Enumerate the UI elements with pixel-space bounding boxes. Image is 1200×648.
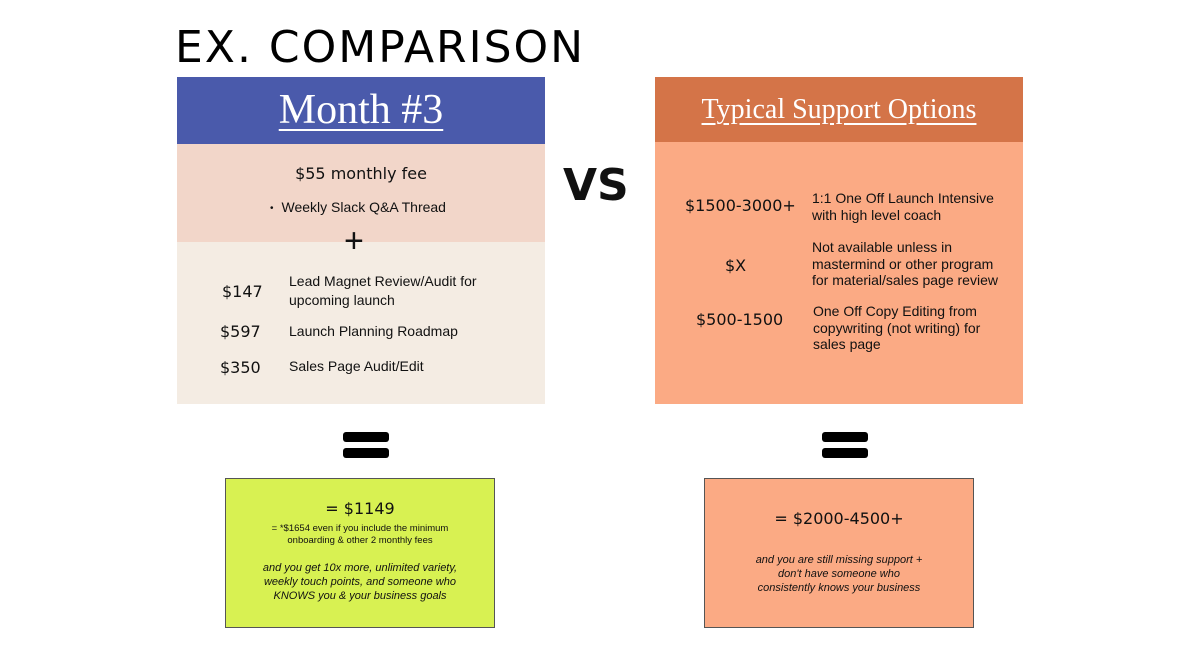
right-result-summary: and you are still missing support + don't have someone who consistently knows your business xyxy=(755,554,923,594)
right-item-desc: One Off Copy Editing from copywriting (not writing) for sales page xyxy=(813,303,981,352)
left-result-summary: and you get 10x more, unlimited variety, weekly touch points, and someone who KNOWS you & your business goals xyxy=(262,562,458,602)
left-result-total: = $1149 xyxy=(325,499,395,518)
left-result-box xyxy=(225,478,495,628)
left-item-price: $147 xyxy=(222,282,263,301)
right-item-desc: Not available unless in mastermind or other program for material/sales page review xyxy=(812,239,998,288)
equals-icon xyxy=(343,432,389,442)
left-item-price: $350 xyxy=(220,358,261,377)
fee-bullet: • Weekly Slack Q&A Thread xyxy=(270,199,446,215)
left-item-desc: Launch Planning Roadmap xyxy=(289,323,458,339)
right-item-desc: 1:1 One Off Launch Intensive with high level coach xyxy=(812,190,994,223)
right-card-header xyxy=(655,77,1023,142)
monthly-fee: $55 monthly fee xyxy=(295,164,427,183)
left-item-price: $597 xyxy=(220,322,261,341)
right-result-total: = $2000-4500+ xyxy=(774,509,904,528)
left-card-header xyxy=(177,77,545,144)
left-item-desc: Lead Magnet Review/Audit for upcoming launch xyxy=(289,273,477,308)
equals-icon xyxy=(343,448,389,458)
equals-icon xyxy=(822,448,868,458)
left-result-note: = *$1654 even if you include the minimum onboarding & other 2 monthly fees xyxy=(271,523,449,546)
vs-label: VS xyxy=(563,160,629,211)
left-card-title: Month #3 xyxy=(278,87,444,133)
right-result-box xyxy=(704,478,974,628)
plus-icon: + xyxy=(344,222,364,260)
right-item-price: $500-1500 xyxy=(696,310,784,329)
right-item-price: $X xyxy=(725,256,747,275)
equals-icon xyxy=(822,432,868,442)
page-title: EX. COMPARISON xyxy=(175,22,586,73)
left-item-desc: Sales Page Audit/Edit xyxy=(289,358,424,374)
right-card-title: Typical Support Options xyxy=(701,94,977,125)
right-item-price: $1500-3000+ xyxy=(685,196,796,215)
